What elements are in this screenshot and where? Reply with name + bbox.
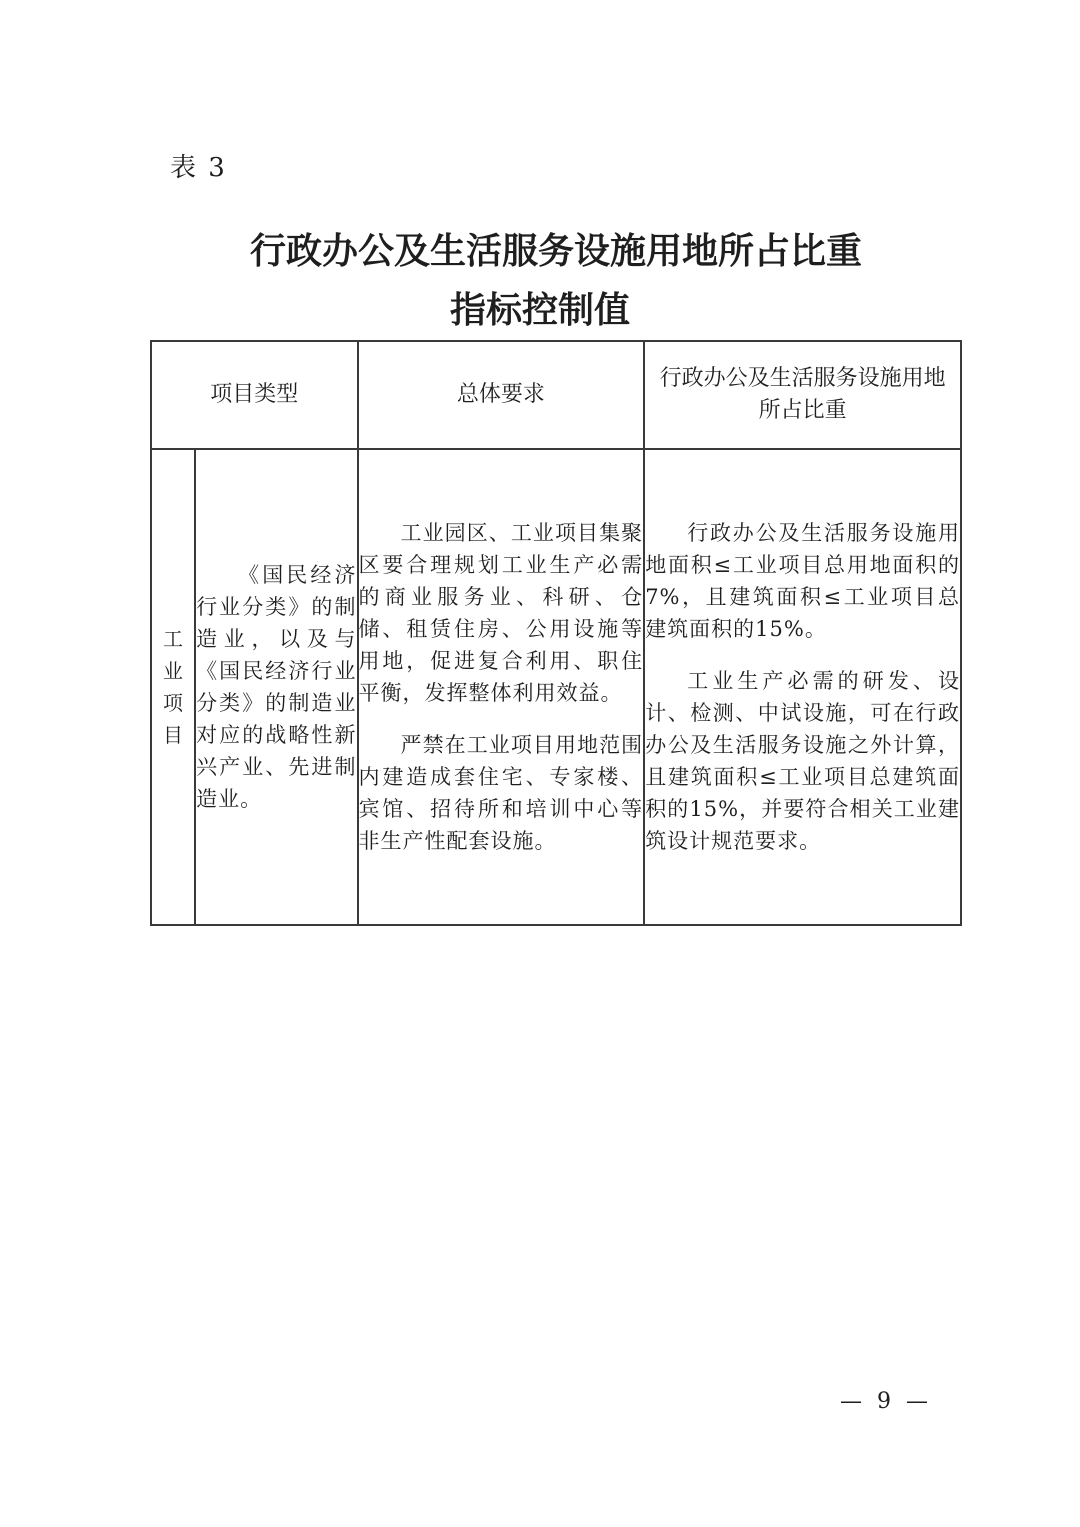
category-char: 目	[163, 723, 184, 747]
ratio-requirement-paragraph: 行政办公及生活服务设施用地面积≤工业项目总用地面积的7%，且建筑面积≤工业项目总建筑面积的15%。	[645, 521, 960, 641]
page-number: — 9 —	[840, 1389, 932, 1414]
header-ratio-label: 行政办公及生活服务设施用地所占比重	[659, 366, 946, 423]
general-requirement-paragraph: 严禁在工业项目用地范围内建造成套住宅、专家楼、宾馆、招待所和培训中心等非生产性配套设施。	[358, 733, 644, 853]
category-cell	[151, 449, 195, 925]
category-char: 工	[163, 627, 184, 651]
table-row	[151, 449, 961, 925]
header-project-type: 项目类型	[151, 341, 358, 449]
table-header-row	[151, 341, 961, 449]
scope-text: 《国民经济行业分类》的制造业，以及与《国民经济行业分类》的制造业对应的战略性新兴产业、先进制造业。	[196, 563, 357, 811]
document-title: 行政办公及生活服务设施用地所占比重	[249, 231, 862, 272]
ratio-requirement-paragraph: 工业生产必需的研发、设计、检测、中试设施，可在行政办公及生活服务设施之外计算，且建筑面积≤工业项目总建筑面积的15%，并要符合相关工业建筑设计规范要求。	[645, 669, 960, 853]
scope-cell	[195, 449, 357, 925]
category-char: 项	[163, 691, 184, 715]
ratio-requirements-cell	[644, 449, 961, 925]
general-requirements-cell	[358, 449, 645, 925]
category-char: 业	[163, 659, 184, 683]
indicator-table	[150, 340, 962, 926]
header-ratio	[644, 341, 961, 449]
general-requirement-paragraph: 工业园区、工业项目集聚区要合理规划工业生产必需的商业服务业、科研、仓储、租赁住房、公用设施等用地，促进复合利用、职住平衡，发挥整体利用效益。	[358, 521, 644, 705]
header-general-requirements: 总体要求	[358, 341, 645, 449]
table-label: 表 3	[170, 153, 227, 183]
document-subtitle: 指标控制值	[449, 290, 630, 331]
